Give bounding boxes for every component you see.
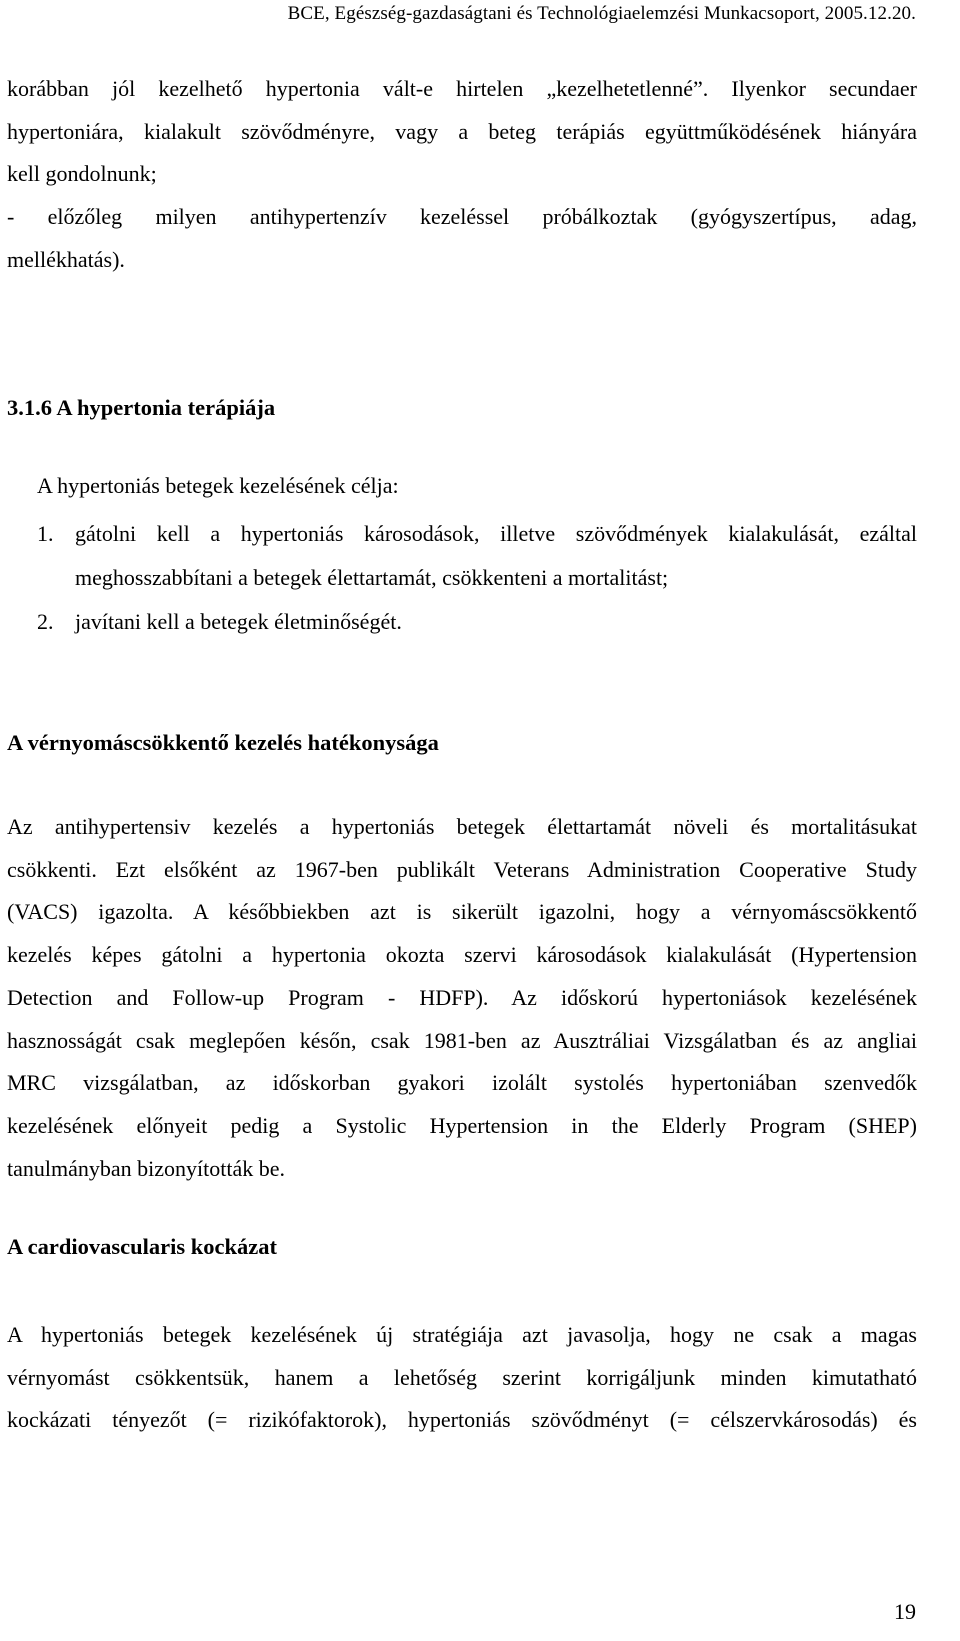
text-line: (VACS) igazolta. A későbbiekben azt is sikerült igazolni, hogy a vérnyomáscsökkentő (7, 899, 917, 925)
text-line: - előzőleg milyen antihypertenzív kezeléssel próbálkoztak (gyógyszertípus, adag, (7, 204, 917, 230)
running-header: BCE, Egészség-gazdaságtani és Technológiaelemzési Munkacsoport, 2005.12.20. (287, 3, 916, 24)
text-line: hasznosságát csak meglepően későn, csak 1981-ben az Ausztráliai Vizsgálatban és az angliai (7, 1027, 917, 1053)
text-line: kezelésének előnyeit pedig a Systolic Hypertension in the Elderly Program (SHEP) (7, 1112, 917, 1138)
text-line: A hypertoniás betegek kezelésének új stratégiája azt javasolja, hogy ne csak a magas (7, 1322, 917, 1347)
goals-title: A hypertoniás betegek kezelésének célja: (37, 473, 399, 498)
efficacy-paragraph (7, 806, 917, 1190)
goal-line: meghosszabbítani a betegek élettartamát, csökkenteni a mortalitást; (75, 565, 669, 590)
goal-line (37, 512, 917, 556)
goal-line (37, 600, 917, 644)
text-line: vérnyomást csökkentsük, hanem a lehetőség szerint korrigáljunk minden kimutatható (7, 1364, 917, 1390)
goal-item-1 (37, 512, 917, 600)
goal-item-2 (37, 600, 917, 644)
intro-paragraph (7, 68, 917, 282)
text-line: hypertoniára, kialakult szövődményre, vagy a beteg terápiás együttműködésének hiányára (7, 118, 917, 144)
text-line: Az antihypertensiv kezelés a hypertoniás betegek élettartamát növeli és mortalitásukat (7, 814, 917, 839)
text-line: tanulmányban bizonyították be. (7, 1155, 285, 1181)
text-line: kell gondolnunk; (7, 161, 157, 187)
page-number: 19 (894, 1599, 916, 1624)
text-line: Detection and Follow-up Program - HDFP). Az időskorú hypertoniások kezelésének (7, 984, 917, 1010)
goal-number: 1. (37, 521, 54, 546)
text-line: csökkenti. Ezt elsőként az 1967-ben publikált Veterans Administration Cooperative Study (7, 856, 917, 882)
text-line: korábban jól kezelhető hypertonia vált-e hirtelen „kezelhetetlenné”. Ilyenkor secundaer (7, 76, 917, 101)
text-line: kezelés képes gátolni a hypertonia okozta szervi károsodások kialakulását (Hypertension (7, 942, 917, 968)
text-line: mellékhatás). (7, 246, 125, 272)
goal-text: javítani kell a betegek életminőségét. (75, 609, 402, 634)
goal-number: 2. (37, 609, 54, 634)
section-heading: 3.1.6 A hypertonia terápiája (7, 395, 276, 420)
cardio-heading: A cardiovascularis kockázat (7, 1234, 277, 1259)
cardio-paragraph (7, 1314, 917, 1442)
goal-text: gátolni kell a hypertoniás károsodások, illetve szövődmények kialakulását, ezáltal (75, 521, 917, 546)
text-line: MRC vizsgálatban, az időskorban gyakori izolált systolés hypertoniában szenvedők (7, 1070, 917, 1096)
efficacy-heading: A vérnyomáscsökkentő kezelés hatékonysága (7, 730, 439, 755)
text-line: kockázati tényezőt (= rizikófaktorok), hypertoniás szövődményt (= célszervkárosodás) és (7, 1407, 917, 1433)
